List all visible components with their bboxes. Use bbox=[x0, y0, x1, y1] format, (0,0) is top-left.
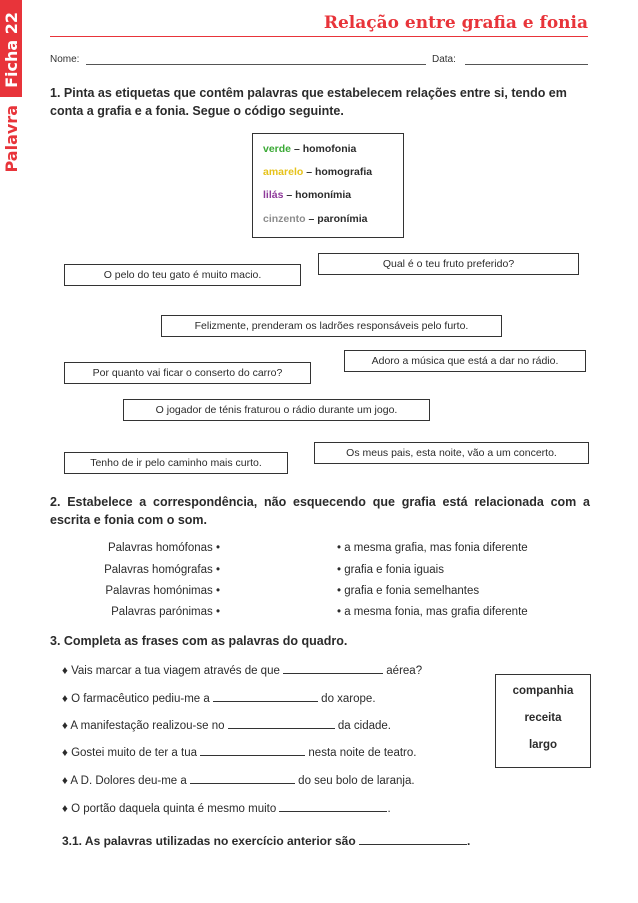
code-color-name: verde bbox=[263, 143, 292, 155]
date-label: Data: bbox=[432, 54, 456, 65]
code-meaning: homofonia bbox=[302, 143, 357, 155]
match-left-3[interactable]: Palavras homónimas • bbox=[105, 585, 220, 597]
match-left-1[interactable]: Palavras homófonas • bbox=[107, 542, 220, 554]
question-1 bbox=[50, 84, 590, 120]
code-cinzento: cinzento – paronímia bbox=[263, 213, 368, 225]
question-1-prompt: 1. Pinta as etiquetas que contêm palavras que estabelecem relações entre si, tendo em conta a grafia e a fonia. Segue o código seguinte. bbox=[50, 86, 567, 118]
sentence-text: da cidade. bbox=[337, 720, 391, 732]
sentence-text: do seu bolo de laranja. bbox=[298, 775, 415, 787]
question-2-prompt bbox=[50, 493, 590, 529]
word-box bbox=[495, 674, 591, 768]
answer-blank[interactable] bbox=[213, 691, 318, 702]
sentence-text: aérea? bbox=[386, 665, 423, 677]
match-right-4[interactable]: • a mesma fonia, mas grafia diferente bbox=[337, 606, 528, 618]
match-left-4[interactable]: Palavras parónimas • bbox=[111, 606, 220, 618]
answer-blank[interactable] bbox=[200, 745, 305, 756]
sentence-text: ♦ Vais marcar a tua viagem através de que bbox=[62, 665, 280, 677]
code-amarelo: amarelo – homografia bbox=[263, 166, 373, 178]
code-color-name: lilás bbox=[263, 189, 284, 201]
question-2 bbox=[50, 493, 590, 529]
label-8[interactable]: Tenho de ir pelo caminho mais curto. bbox=[64, 452, 288, 474]
sentence-text: ♦ O farmacêutico pediu-me a bbox=[62, 693, 210, 705]
code-meaning: paronímia bbox=[317, 213, 368, 225]
label-4[interactable]: Adoro a música que está a dar no rádio. bbox=[344, 350, 586, 372]
sentence-6 bbox=[62, 801, 391, 816]
answer-blank[interactable] bbox=[190, 773, 295, 784]
label-6[interactable]: O jogador de ténis fraturou o rádio durante um jogo. bbox=[123, 399, 430, 421]
sentence-text: ♦ Gostei muito de ter a tua bbox=[62, 747, 197, 759]
sentence-text: ♦ A manifestação realizou-se no bbox=[62, 720, 225, 732]
name-field[interactable] bbox=[86, 64, 426, 65]
sentence-text: . bbox=[467, 834, 471, 848]
word-companhia: companhia bbox=[512, 685, 574, 697]
code-meaning: homonímia bbox=[295, 189, 352, 201]
code-color-name: amarelo bbox=[263, 166, 304, 178]
name-label: Nome: bbox=[50, 54, 80, 65]
label-3[interactable]: Felizmente, prenderam os ladrões responsáveis pelo furto. bbox=[161, 315, 502, 337]
match-left-2[interactable]: Palavras homógrafas • bbox=[104, 564, 220, 576]
date-field[interactable] bbox=[465, 64, 588, 65]
sentence-3 bbox=[62, 718, 391, 733]
sentence-4 bbox=[62, 745, 416, 760]
code-meaning: homografia bbox=[314, 166, 373, 178]
answer-blank[interactable] bbox=[283, 663, 383, 674]
question-3-1-prompt: 3.1. As palavras utilizadas no exercício anterior são bbox=[62, 834, 356, 848]
label-5[interactable]: Por quanto vai ficar o conserto do carro? bbox=[64, 362, 311, 384]
match-right-1[interactable]: • a mesma grafia, mas fonia diferente bbox=[337, 542, 528, 554]
sentence-text: ♦ A D. Dolores deu-me a bbox=[62, 775, 187, 787]
answer-blank[interactable] bbox=[279, 801, 387, 812]
question-3-1 bbox=[62, 834, 470, 848]
label-2[interactable]: Qual é o teu fruto preferido? bbox=[318, 253, 579, 275]
sentence-text: nesta noite de teatro. bbox=[308, 747, 417, 759]
palavra-label: Palavra bbox=[2, 105, 21, 173]
answer-blank[interactable] bbox=[359, 834, 467, 845]
ficha-label: Ficha 22 bbox=[2, 12, 21, 88]
sentence-text: . bbox=[387, 803, 391, 815]
page-title: Relação entre grafia e fonia bbox=[323, 13, 588, 33]
q2-prompt-a: 2. Estabelece a correspondência, não esquecendo que bbox=[50, 495, 402, 509]
q2-prompt-c: está relacionada com a escrita e fonia com o som. bbox=[50, 495, 590, 527]
sentence-5 bbox=[62, 773, 415, 788]
question-3-prompt: 3. Completa as frases com as palavras do quadro. bbox=[50, 634, 348, 648]
sentence-1 bbox=[62, 663, 422, 678]
code-lilas: lilás – homonímia bbox=[263, 189, 352, 201]
word-largo: largo bbox=[528, 739, 558, 751]
sentence-2 bbox=[62, 691, 376, 706]
code-color-name: cinzento bbox=[263, 213, 306, 225]
word-receita: receita bbox=[524, 712, 562, 724]
sentence-text: ♦ O portão daquela quinta é mesmo muito bbox=[62, 803, 277, 815]
q2-prompt-grafia: grafia bbox=[401, 495, 436, 509]
match-right-3[interactable]: • grafia e fonia semelhantes bbox=[337, 585, 480, 597]
label-7[interactable]: Os meus pais, esta noite, vão a um concerto. bbox=[314, 442, 589, 464]
color-code-box bbox=[252, 133, 404, 238]
header-divider bbox=[50, 36, 588, 37]
sentence-text: do xarope. bbox=[321, 693, 376, 705]
match-right-2[interactable]: • grafia e fonia iguais bbox=[337, 564, 444, 576]
label-1[interactable]: O pelo do teu gato é muito macio. bbox=[64, 264, 301, 286]
question-3 bbox=[50, 632, 590, 650]
code-verde: verde – homofonia bbox=[263, 143, 357, 155]
answer-blank[interactable] bbox=[228, 718, 335, 729]
